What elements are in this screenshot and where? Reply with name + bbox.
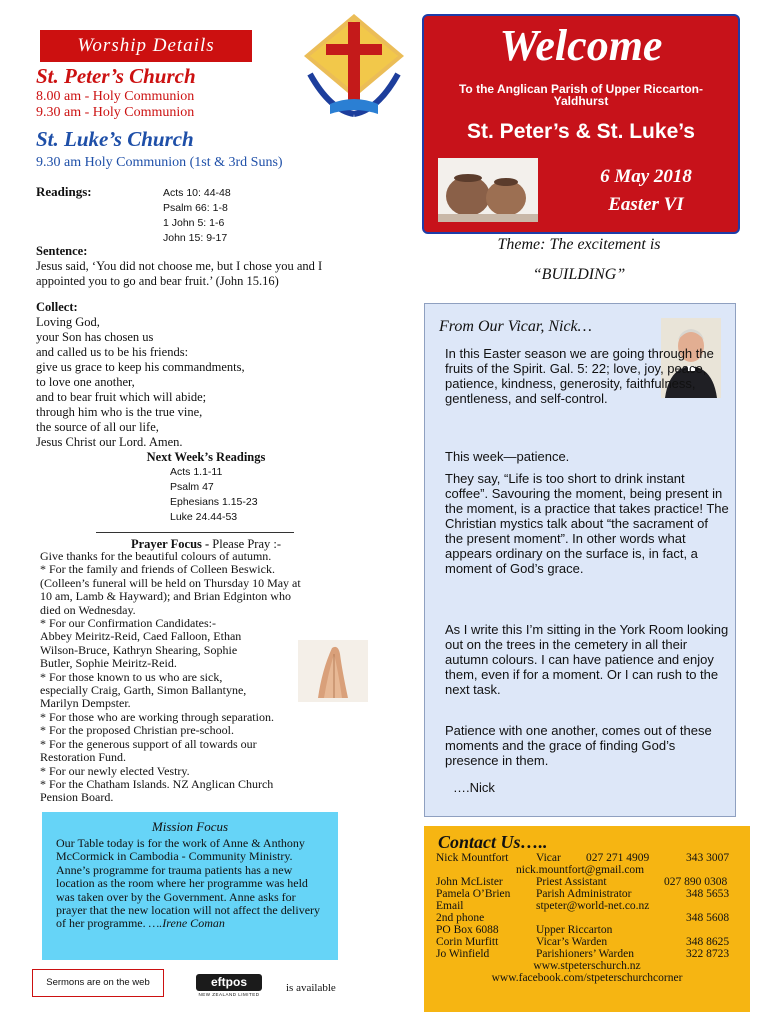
- st-lukes-time: 9.30 am Holy Communion (1st & 3rd Suns): [36, 155, 283, 170]
- prayer-line: 10 am, Lamb & Hayward); and Brian Edginton who: [40, 589, 291, 604]
- reading-item: Psalm 66: 1-8: [163, 202, 228, 214]
- vicar-paragraph: They say, “Life is too short to drink instant coffee”. Savouring the moment, being present in the moment, is a practice that takes practice! The Christian mystics talk about “the sacrament of the present moment”. In other words what appears ordinary on the surface is, in fact, a moment of God’s grace.: [445, 471, 729, 576]
- service-time: 8.00 am - Holy Communion: [36, 89, 195, 104]
- contact-email[interactable]: nick.mountfort@gmail.com: [516, 864, 645, 876]
- contact-mobile: 027 271 4909: [586, 852, 650, 864]
- liturgical-season: Easter VI: [608, 194, 684, 215]
- prayer-line: * For the Chatham Islands. NZ Anglican Church: [40, 776, 274, 791]
- contact-role: Vicar’s Warden: [536, 936, 608, 948]
- contact-role: Priest Assistant: [536, 876, 607, 888]
- prayer-line: Pension Board.: [40, 790, 114, 805]
- st-peters-title: St. Peter’s Church: [36, 64, 196, 88]
- vicar-signature: ….Nick: [453, 780, 495, 795]
- welcome-title: Welcome: [499, 21, 663, 70]
- website-link[interactable]: www.stpeterschurch.nz: [533, 960, 641, 972]
- contact-us-title: Contact Us…..: [438, 832, 548, 852]
- prayer-line: Give thanks for the beautiful colours of autumn.: [40, 549, 272, 563]
- vicar-paragraph: As I write this I’m sitting in the York Room looking out on the trees in the cemetery in all their autumn colours. I can have patience and enjoy them, even if for a moment. Or I can rush to the next task.: [445, 622, 729, 697]
- bulletin-date: 6 May 2018: [600, 166, 692, 187]
- praying-hands-icon: [298, 640, 368, 702]
- readings-list: [163, 186, 231, 246]
- contact-role: Parish Administrator: [536, 888, 632, 900]
- collect-line: to love one another,: [36, 375, 135, 389]
- mission-focus-title: Mission Focus: [151, 819, 229, 834]
- reading-item: Ephesians 1.15-23: [170, 496, 258, 508]
- prayer-line: especially Craig, Garth, Simon Ballantyne,: [40, 683, 247, 698]
- contact-phone: 348 5608: [686, 912, 730, 924]
- reading-item: John 15: 9-17: [163, 232, 228, 244]
- vicar-paragraph: This week—patience.: [445, 449, 570, 464]
- prayer-line: * For the family and friends of Colleen Beswick.: [40, 562, 275, 577]
- eftpos-logo-text: eftpos: [196, 974, 262, 991]
- eftpos-available-text: is available: [286, 982, 336, 994]
- prayer-line: * For those known to us who are sick,: [40, 669, 223, 684]
- vicar-paragraph: In this Easter season we are going through the fruits of the Spirit. Gal. 5: 22; love, joy, peace, patience, kindness, generosity, faithfulness, gentleness, and self-control.: [445, 346, 714, 406]
- next-week-readings-list: [170, 465, 258, 525]
- reading-item: Acts 10: 44-48: [163, 187, 231, 199]
- prayer-line: * For those who are working through separation.: [40, 709, 274, 724]
- contact-name: Pamela O’Brien: [436, 888, 511, 900]
- church-logo-icon: [300, 14, 408, 126]
- reading-item: Luke 24.44-53: [170, 511, 238, 523]
- vicar-paragraph: Patience with one another, comes out of these moments and the grace of finding God’s presence in them.: [445, 723, 712, 768]
- collect-line: the source of all our life,: [36, 420, 159, 434]
- st-lukes-title: St. Luke’s Church: [36, 127, 194, 151]
- prayer-line: * For our newly elected Vestry.: [40, 763, 190, 778]
- reading-item: Psalm 47: [170, 481, 214, 493]
- contact-name: John McLister: [436, 876, 503, 888]
- contact-phone: 322 8723: [686, 948, 730, 960]
- sentence-label: Sentence:: [36, 244, 88, 258]
- worship-details-heading: Worship Details: [40, 30, 252, 62]
- contact-phone: 348 8625: [686, 936, 730, 948]
- theme-word: “BUILDING”: [532, 266, 626, 283]
- prayer-focus-rest: Please Pray :-: [212, 537, 282, 551]
- st-peters-times: [36, 89, 194, 121]
- contact-email[interactable]: stpeter@world-net.co.nz: [536, 900, 650, 912]
- collect-line: and called us to be his friends:: [36, 345, 189, 359]
- prayer-line: died on Wednesday.: [40, 602, 136, 617]
- mission-focus-text: [56, 837, 326, 931]
- next-week-readings-title: Next Week’s Readings: [146, 450, 266, 464]
- churches-title: St. Peter’s & St. Luke’s: [467, 120, 695, 143]
- sentence-section: [36, 244, 366, 289]
- contact-label: Email: [436, 900, 464, 912]
- prayer-line: * For the proposed Christian pre-school.: [40, 723, 234, 738]
- vicar-message-title: From Our Vicar, Nick…: [439, 318, 592, 335]
- prayer-divider: [96, 532, 294, 533]
- collect-line: your Son has chosen us: [36, 330, 154, 344]
- eftpos-logo-subtext: NEW ZEALAND LIMITED: [198, 992, 260, 997]
- prayer-line: Restoration Fund.: [40, 750, 126, 765]
- contact-phone: 343 3007: [686, 852, 730, 864]
- collect-section: [36, 300, 336, 450]
- contact-po-box: PO Box 6088: [436, 924, 499, 936]
- collect-line: and to bear fruit which will abide;: [36, 390, 207, 404]
- collect-line: Jesus Christ our Lord. Amen.: [36, 435, 183, 449]
- prayer-line: (Colleen’s funeral will be held on Thursday 10 May at: [40, 575, 301, 590]
- contact-label: 2nd phone: [436, 912, 485, 924]
- mission-body: Our Table today is for the work of Anne & Anthony McCormick in Cambodia - Community Ministry. Anne’s programme for trauma patients has a new location as the room where her programme was held was taken over by the Government. Anne asks for prayer that the new location will not affect the delivery of her programme.: [56, 836, 321, 931]
- collect-line: Loving God,: [36, 315, 100, 329]
- contact-name: Nick Mountfort: [436, 852, 509, 864]
- prayer-line: Marilyn Dempster.: [40, 696, 131, 711]
- eftpos-logo: [196, 974, 262, 998]
- contact-role: Vicar: [536, 852, 561, 864]
- prayer-focus-bold: Prayer Focus -: [130, 537, 213, 551]
- readings-label: Readings:: [36, 184, 92, 199]
- contact-name: Corin Murfitt: [436, 936, 499, 948]
- facebook-link[interactable]: www.facebook.com/stpeterschurchcorner: [491, 972, 683, 984]
- mission-signature: ….Irene Coman: [148, 916, 225, 931]
- contact-name: Jo Winfield: [436, 948, 490, 960]
- sermons-web-notice: Sermons are on the web: [32, 969, 164, 997]
- mission-focus-box: [42, 812, 338, 960]
- contact-us-box: [424, 826, 750, 1012]
- prayer-line: * For our Confirmation Candidates:-: [40, 616, 216, 631]
- reading-item: 1 John 5: 1-6: [163, 217, 225, 229]
- theme-line: Theme: The excitement is: [497, 236, 661, 253]
- vicar-message-box: [424, 303, 736, 817]
- prayer-line: Wilson-Bruce, Kathryn Shearing, Sophie: [40, 642, 238, 657]
- reading-item: Acts 1.1-11: [170, 466, 223, 478]
- welcome-banner: [422, 14, 740, 234]
- contact-role: Parishioners’ Warden: [536, 948, 634, 960]
- collect-line: through him who is the true vine,: [36, 405, 203, 419]
- collect-label: Collect:: [36, 300, 78, 314]
- parish-subtitle: To the Anglican Parish of Upper Riccarton-Yaldhurst: [458, 82, 704, 108]
- prayer-line: * For the generous support of all towards our: [40, 736, 257, 751]
- prayer-line: Butler, Sophie Meiritz-Reid.: [40, 656, 177, 671]
- contact-phone: 348 5653: [686, 888, 730, 900]
- clay-pots-icon: [438, 158, 538, 222]
- prayer-line: Abbey Meiritz-Reid, Caed Falloon, Ethan: [40, 629, 242, 644]
- collect-line: give us grace to keep his commandments,: [36, 360, 245, 374]
- service-time: 9.30 am - Holy Communion: [36, 105, 195, 120]
- contact-phone: 027 890 0308: [664, 876, 728, 888]
- sentence-text: Jesus said, ‘You did not choose me, but I chose you and I appointed you to go and bear fruit.’ (John 15.16): [36, 259, 323, 288]
- contact-po-place: Upper Riccarton: [536, 924, 613, 936]
